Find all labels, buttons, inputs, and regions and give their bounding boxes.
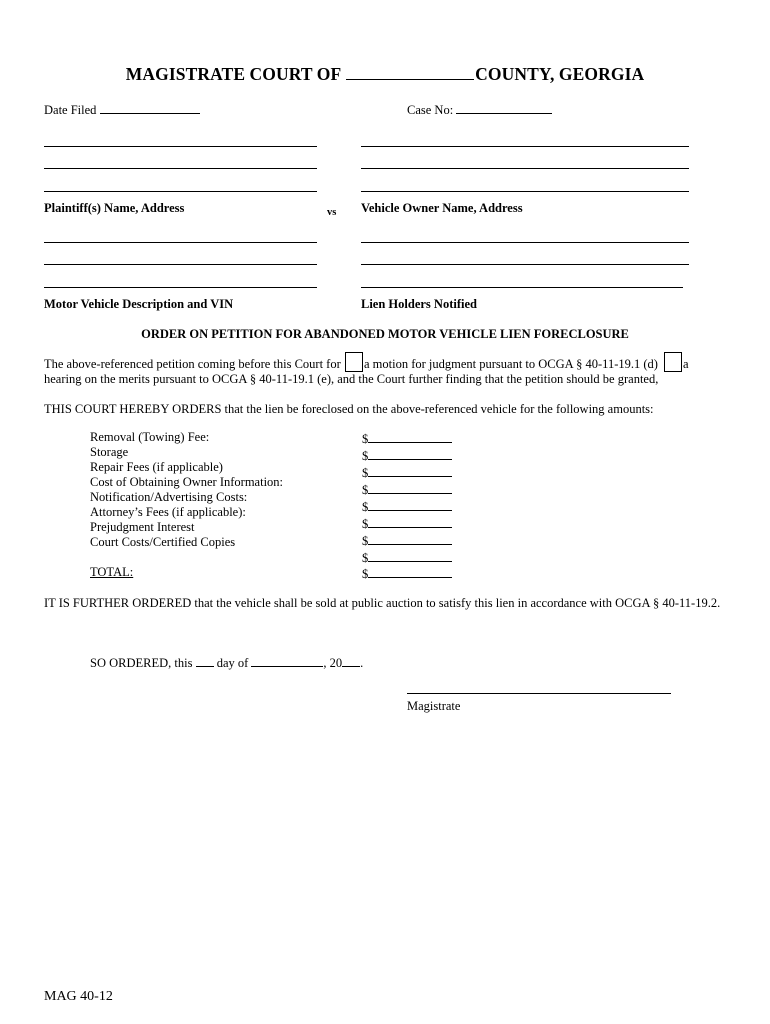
magistrate-signature-line[interactable] bbox=[407, 693, 671, 694]
case-no-row bbox=[407, 101, 552, 118]
case-no-field[interactable] bbox=[456, 101, 552, 114]
fee-labels bbox=[90, 430, 283, 550]
orders-text: THIS COURT HEREBY ORDERS that the lien be foreclosed on the above-referenced vehicle for the following amounts: bbox=[44, 402, 654, 416]
fee-amounts bbox=[362, 430, 452, 566]
further-ordered-text: IT IS FURTHER ORDERED that the vehicle shall be sold at public auction to satisfy this lien in accordance with OCGA § 40-11-19.2. bbox=[44, 596, 721, 610]
vs-label: vs bbox=[327, 207, 337, 218]
owner-line-3[interactable] bbox=[361, 191, 689, 192]
plaintiff-line-1[interactable] bbox=[44, 146, 317, 147]
page-title bbox=[0, 64, 770, 85]
motion-judgment-checkbox[interactable] bbox=[345, 352, 363, 372]
county-blank[interactable] bbox=[346, 64, 474, 80]
title-right: COUNTY, GEORGIA bbox=[475, 64, 645, 84]
petition-line-2: hearing on the merits pursuant to OCGA § 40-11-19.1 (e), and the Court further finding that the petition should be granted, bbox=[44, 372, 659, 386]
lienholder-line-2[interactable] bbox=[361, 264, 689, 265]
fee-label-repair: Repair Fees (if applicable) bbox=[90, 460, 223, 474]
magistrate-label: Magistrate bbox=[407, 699, 461, 713]
owner-line-1[interactable] bbox=[361, 146, 689, 147]
fee-amount-repair: $ bbox=[362, 464, 452, 481]
total-amount: $ bbox=[362, 565, 452, 582]
fee-label-owner-info: Cost of Obtaining Owner Information: bbox=[90, 475, 284, 489]
petition-line-1a: The above-referenced petition coming before this Court for bbox=[44, 357, 341, 371]
fee-label-attorney: Attorney’s Fees (if applicable): bbox=[90, 505, 246, 519]
fee-amount-owner-info: $ bbox=[362, 481, 452, 498]
fee-label-interest: Prejudgment Interest bbox=[90, 520, 195, 534]
case-no-label: Case No: bbox=[407, 103, 454, 117]
fee-label-notification: Notification/Advertising Costs: bbox=[90, 490, 248, 504]
fee-amount-storage: $ bbox=[362, 447, 452, 464]
fee-amount-field[interactable] bbox=[368, 430, 452, 443]
date-filed-field[interactable] bbox=[100, 101, 200, 114]
owner-label: Vehicle Owner Name, Address bbox=[361, 201, 523, 215]
fee-label-removal: Removal (Towing) Fee: bbox=[90, 430, 210, 444]
fee-amount-field[interactable] bbox=[368, 549, 452, 562]
fee-amount-field[interactable] bbox=[368, 464, 452, 477]
plaintiff-line-2[interactable] bbox=[44, 168, 317, 169]
fee-amount-removal: $ bbox=[362, 430, 452, 447]
fee-amount-interest: $ bbox=[362, 532, 452, 549]
hearing-merits-checkbox[interactable] bbox=[664, 352, 682, 372]
vehicle-line-1[interactable] bbox=[44, 242, 317, 243]
fee-amount-court-costs: $ bbox=[362, 549, 452, 566]
lienholder-line-3[interactable] bbox=[361, 287, 683, 288]
vehicle-label: Motor Vehicle Description and VIN bbox=[44, 297, 234, 311]
fee-amount-field[interactable] bbox=[368, 498, 452, 511]
lienholder-line-1[interactable] bbox=[361, 242, 689, 243]
year-field[interactable] bbox=[342, 654, 360, 667]
fee-label-storage: Storage bbox=[90, 445, 129, 459]
total-label: TOTAL: bbox=[90, 565, 134, 579]
fee-amount-notification: $ bbox=[362, 498, 452, 515]
fee-amount-field[interactable] bbox=[368, 447, 452, 460]
day-field[interactable] bbox=[196, 654, 214, 667]
petition-line-1c: a bbox=[683, 357, 689, 371]
fee-amount-attorney: $ bbox=[362, 515, 452, 532]
lienholders-label: Lien Holders Notified bbox=[361, 297, 477, 311]
fee-amount-field[interactable] bbox=[368, 532, 452, 545]
fee-amount-field[interactable] bbox=[368, 515, 452, 528]
total-amount-field[interactable] bbox=[368, 565, 452, 578]
plaintiff-line-3[interactable] bbox=[44, 191, 317, 192]
month-field[interactable] bbox=[251, 654, 323, 667]
vehicle-line-2[interactable] bbox=[44, 264, 317, 265]
plaintiff-label: Plaintiff(s) Name, Address bbox=[44, 201, 185, 215]
petition-line-1b: a motion for judgment pursuant to OCGA § 40-11-19.1 (d) bbox=[364, 357, 658, 371]
fee-label-court-costs: Court Costs/Certified Copies bbox=[90, 535, 236, 549]
date-filed-row bbox=[44, 101, 200, 118]
title-left: MAGISTRATE COURT OF bbox=[125, 64, 341, 84]
owner-line-2[interactable] bbox=[361, 168, 689, 169]
order-heading: ORDER ON PETITION FOR ABANDONED MOTOR VEHICLE LIEN FORECLOSURE bbox=[141, 327, 629, 341]
so-ordered-line: SO ORDERED, this day of , 20 . bbox=[90, 656, 364, 670]
form-id: MAG 40-12 bbox=[44, 989, 113, 1004]
fee-amount-field[interactable] bbox=[368, 481, 452, 494]
date-filed-label: Date Filed bbox=[44, 103, 97, 117]
vehicle-line-3[interactable] bbox=[44, 287, 317, 288]
